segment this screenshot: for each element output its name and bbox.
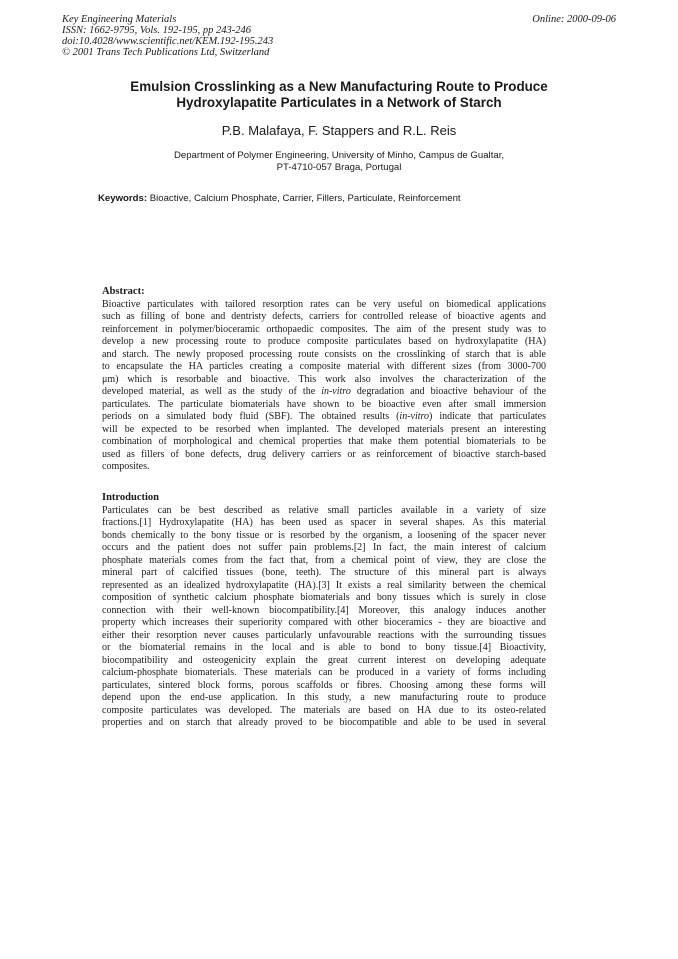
text-line: represented as an idealized hydroxylapatite (HA).[3] It exists a real similarity between the chemical bbox=[102, 579, 546, 591]
text-line: particulates. The particulate biomaterials have shown to be bioactive even after small immersion bbox=[102, 398, 546, 410]
affiliation bbox=[100, 150, 578, 174]
abstract-section bbox=[102, 286, 546, 474]
text-line: composite particulates was developed. The materials are based on HA due to its osteo-related bbox=[102, 704, 546, 716]
text-line: combination of morphological and chemical properties that make them potential biomaterials to be bbox=[102, 436, 546, 447]
text-line: Particulates can be best described as relative small particles available in a variety of size bbox=[102, 504, 546, 516]
online-date: Online: 2000-09-06 bbox=[532, 14, 616, 25]
text-line: particulates, sintered block forms, porous scaffolds or fibres. Choosing among these forms will bbox=[102, 679, 546, 691]
text-line: periods on a simulated body fluid (SBF). The obtained results (in-vitro) indicate that particulates bbox=[102, 411, 546, 422]
text-line: develop a new processing route to produce composite particulates based on hydroxylapatite (HA) bbox=[102, 336, 546, 347]
abstract-heading: Abstract: bbox=[102, 286, 145, 297]
text-line: properties and on starch that already proved to be biocompatible and able to be used in several bbox=[102, 717, 546, 728]
journal-header bbox=[62, 14, 273, 58]
text-line: to encapsulate the HA particles creating a composite material with different sizes (from 3000-700 bbox=[102, 361, 546, 372]
text-line: such as filling of bone and dentristy defects, carriers for controlled release of bioactive agents and bbox=[102, 311, 546, 322]
issn-line: ISSN: 1662-9795, Vols. 192-195, pp 243-246 bbox=[62, 25, 251, 36]
text-line: phosphate materials comes from the fact that, from a chemical point of view, they are close the bbox=[102, 554, 546, 566]
text-line: developed material, as well as the study of the in-vitro degradation and bioactive behaviour of the bbox=[102, 386, 546, 397]
journal-name: Key Engineering Materials bbox=[62, 14, 177, 25]
text-line: and starch. The newly proposed processing route consists on the crosslinking of starch that is able bbox=[102, 348, 546, 360]
text-line: mineral part of calcified tissues (bone, teeth). The structure of this mineral part is always bbox=[102, 567, 546, 578]
title-line: Hydroxylapatite Particulates in a Network of Starch bbox=[176, 95, 502, 110]
text-line: bonds chemically to the bony tissue or is resorbed by the organism, a loosening of the spacer never bbox=[102, 529, 546, 541]
text-line: property which increases their superiority compared with other bioceramics - they are bioactive and bbox=[102, 617, 546, 628]
keywords-label: Keywords: bbox=[98, 193, 148, 204]
text-line: Bioactive particulates with tailored resorption rates can be very useful on biomedical applications bbox=[102, 298, 546, 310]
text-line: composition of synthetic calcium phosphate biomaterials and bony tissues which is surely in close bbox=[102, 592, 546, 603]
affiliation-line: PT-4710-057 Braga, Portugal bbox=[276, 162, 402, 173]
introduction-section bbox=[102, 492, 546, 730]
text-line: fractions.[1] Hydroxylapatite (HA) has been used as spacer in several shapes. As this material bbox=[102, 517, 546, 528]
title-line: Emulsion Crosslinking as a New Manufacturing Route to Produce bbox=[130, 79, 548, 94]
text-line: μm) which is resorbable and bioactive. This work also involves the characterization of the bbox=[102, 373, 546, 385]
doi-line: doi:10.4028/www.scientific.net/KEM.192-195.243 bbox=[62, 36, 274, 47]
keywords-text: Bioactive, Calcium Phosphate, Carrier, Fillers, Particulate, Reinforcement bbox=[147, 193, 461, 204]
text-line: composites. bbox=[102, 461, 150, 472]
text-line: occurs and the patient does not suffer pain problems.[2] In fact, the main interest of calcium bbox=[102, 542, 546, 553]
text-line: calcium-phosphate biomaterials. These materials can be produced in a variety of forms including bbox=[102, 667, 546, 678]
copyright-line: © 2001 Trans Tech Publications Ltd, Switzerland bbox=[62, 47, 270, 58]
text-line: depend upon the end-use application. In this study, a new manufacturing route to produce bbox=[102, 692, 546, 703]
text-line: or the biomaterial remains in the local and is able to bond to bony tissue.[4] Bioactivity, bbox=[102, 642, 546, 653]
introduction-heading: Introduction bbox=[102, 492, 159, 503]
affiliation-line: Department of Polymer Engineering, University of Minho, Campus de Gualtar, bbox=[173, 150, 505, 161]
text-line: connection with their well-known biocompatibility.[4] Moreover, this analogy induces another bbox=[102, 604, 546, 616]
emphasis-term: in-vitro bbox=[321, 386, 351, 397]
emphasis-term: in-vitro bbox=[399, 411, 430, 422]
authors: P.B. Malafaya, F. Stappers and R.L. Reis bbox=[221, 123, 457, 138]
text-line: used as fillers of bone defects, drug delivery carriers or as reinforcement of bioactive starch-based bbox=[102, 448, 546, 460]
abstract-body bbox=[102, 299, 546, 474]
text-line: biocompatibility and osteogenicity explain the great current interest on developing adequate bbox=[102, 654, 546, 666]
keywords bbox=[98, 193, 461, 204]
introduction-body bbox=[102, 505, 546, 730]
text-line: reinforcement in polymer/bioceramic orthopaedic composites. The aim of the present study was to bbox=[102, 323, 546, 335]
text-line: will be expected to be resorbed when implanted. The developed materials present an interesting bbox=[102, 423, 546, 435]
paper-title bbox=[100, 79, 578, 111]
text-line: either their resorption never causes particularly unfavourable reactions with the surrounding tissues bbox=[102, 629, 546, 641]
